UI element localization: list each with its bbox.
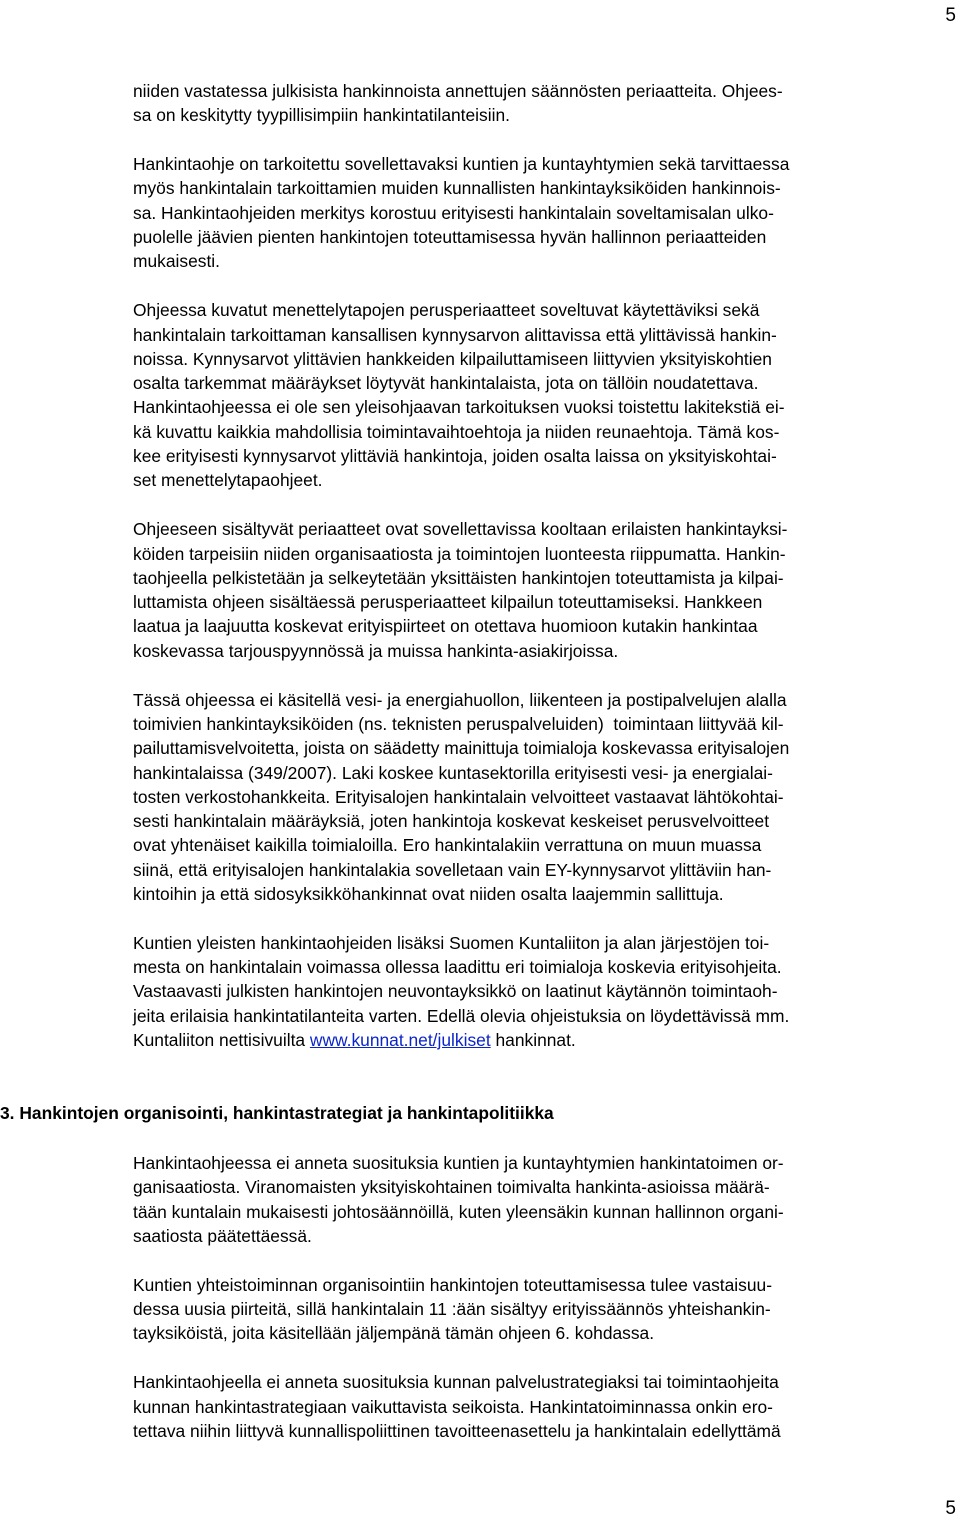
text-line: Hankintaohjeessa ei anneta suosituksia kuntien ja kuntayhtymien hankintatoimen or- xyxy=(133,1153,784,1173)
text-line: saatiosta päätettäessä. xyxy=(133,1225,312,1246)
text-line: kä kuvattu kaikkia mahdollisia toimintavaihtoehtoja ja niiden reunaehtoja. Tämä kos- xyxy=(133,421,780,442)
text-line: pailuttamisvelvoitetta, joista on säädetty mainittuja toimialoja koskevassa erityisalojen xyxy=(133,738,790,759)
text-line: taohjeella pelkistetään ja selkeytetään yksittäisten hankintojen toteuttamista ja kilpai- xyxy=(133,567,784,588)
page-number-top: 5 xyxy=(945,5,956,26)
text-line: luttamista ohjeen sisältäessä perusperiaatteet kilpailun toteuttamiseksi. Hankkeen xyxy=(133,592,763,613)
text-line: hankintalain tarkoittaman kansallisen kynnysarvon alittavissa että ylittävissä hankin- xyxy=(133,324,777,345)
text-line: kintoihin ja että sidosyksikköhankinnat ovat niiden osalta laajemmin sallittuja. xyxy=(133,883,724,904)
text-line: mukaisesti. xyxy=(133,251,220,272)
text-line: mesta on hankintalain voimassa ollessa laadittu eri toimialoja koskevia erityisohjeita. xyxy=(133,957,782,978)
text-line: ovat yhtenäiset kaikilla toimialoilla. Ero hankintalakiin verrattuna on muun muassa xyxy=(133,835,762,856)
text-line: dessa uusia piirteitä, sillä hankintalain 11 :ään sisältyy erityissäännös yhteishankin- xyxy=(133,1299,771,1320)
text-line: hankintalaissa (349/2007). Laki koskee kuntasektorilla erityisesti vesi- ja energialai- xyxy=(133,762,773,783)
text-line: Hankintaohjeella ei anneta suosituksia kunnan palvelustrategiaksi tai toimintaohjeita xyxy=(133,1372,779,1393)
text-line: niiden vastatessa julkisista hankinnoista annettujen säännösten periaatteita. Ohjees- xyxy=(133,81,783,101)
text-line: ganisaatiosta. Viranomaisten yksityiskohtainen toimivalta hankinta-asioissa määrä- xyxy=(133,1177,770,1198)
text-line: sa. Hankintaohjeiden merkitys korostuu erityisesti hankintalain soveltamisalan ulko- xyxy=(133,202,774,223)
paragraph-4 xyxy=(133,517,960,663)
text-line: Ohjeeseen sisältyvät periaatteet ovat sovellettavissa kooltaan erilaisten hankintayksi- xyxy=(133,519,788,540)
text-line: tettava niihin liittyvä kunnallispoliittinen tavoitteenasettelu ja hankintalain edellyttämä xyxy=(133,1420,781,1441)
text-line-with-link xyxy=(133,1028,960,1052)
text-line: toimivien hankintayksiköiden (ns. teknisten peruspalveluiden) toimintaan liittyvää kil- xyxy=(133,713,784,734)
text-line: Vastaavasti julkisten hankintojen neuvontayksikkö on laatinut käytännön toimintaoh- xyxy=(133,981,778,1002)
text-span: hankinnat. xyxy=(490,1030,576,1051)
paragraph-1 xyxy=(133,79,960,128)
text-line: laatua ja laajuutta koskevat erityispiirteet on otettava huomioon kutakin hankintaa xyxy=(133,616,758,637)
paragraph-3 xyxy=(133,298,960,492)
paragraph-2 xyxy=(133,152,960,273)
text-line: sesti hankintalain määräyksiä, joten hankintoja koskevat keskeiset perusvelvoitteet xyxy=(133,811,770,832)
paragraph-5 xyxy=(133,688,960,907)
text-line: myös hankintalain tarkoittamien muiden kunnallisten hankintayksiköiden hankinnois- xyxy=(133,178,781,199)
text-line: Ohjeessa kuvatut menettelytapojen perusperiaatteet soveltuvat käytettäviksi sekä xyxy=(133,300,760,321)
text-line: jeita erilaisia hankintatilanteita varten. Edellä olevia ohjeistuksia on löydettävissä mm. xyxy=(133,1005,790,1026)
text-line: köiden tarpeisiin niiden organisaatiosta ja toimintojen luonteesta riippumatta. Hankin- xyxy=(133,543,786,564)
text-line: siinä, että erityisalojen hankintalakia sovelletaan vain EY-kynnysarvot ylittäviin han- xyxy=(133,859,772,880)
text-line: tosten verkostohankkeita. Erityisalojen hankintalain velvoitteet vastaavat lähtökohtai- xyxy=(133,786,784,807)
text-line: Kuntien yleisten hankintaohjeiden lisäksi Suomen Kuntaliiton ja alan järjestöjen toi- xyxy=(133,932,770,953)
paragraph-7 xyxy=(133,1151,960,1248)
text-line: Kuntien yhteistoiminnan organisointiin hankintojen toteuttamisessa tulee vastaisuu- xyxy=(133,1274,773,1295)
text-line: puolelle jäävien pienten hankintojen toteuttamisessa hyvän hallinnon periaatteiden xyxy=(133,227,767,248)
text-span: Kuntaliiton nettisivuilta xyxy=(133,1030,310,1051)
page-number-bottom: 5 xyxy=(945,1498,956,1519)
text-line: kee erityisesti kynnysarvot ylittäviä hankintoja, joiden osalta laissa on yksityiskohtai- xyxy=(133,446,777,467)
text-line: Tässä ohjeessa ei käsitellä vesi- ja energiahuollon, liikenteen ja postipalvelujen alalla xyxy=(133,689,787,710)
text-line: set menettelytapaohjeet. xyxy=(133,470,323,491)
text-line: noissa. Kynnysarvot ylittävien hankkeiden kilpailuttamiseen liittyvien yksityiskohtien xyxy=(133,348,772,369)
document-body xyxy=(133,79,960,1052)
paragraph-6 xyxy=(133,931,960,1052)
kunnat-net-link[interactable]: www.kunnat.net/julkiset xyxy=(309,1030,491,1051)
text-line: Hankintaohje on tarkoitettu sovellettavaksi kuntien ja kuntayhtymien sekä tarvittaessa xyxy=(133,154,790,175)
text-line: koskevassa tarjouspyynnössä ja muissa hankinta-asiakirjoissa. xyxy=(133,640,619,661)
text-line: osalta tarkemmat määräykset löytyvät hankintalaista, jota on tällöin noudatettava. xyxy=(133,373,759,394)
text-line: sa on keskitytty tyypillisimpiin hankintatilanteisiin. xyxy=(133,105,510,126)
text-line: tään kuntalain mukaisesti johtosäännöillä, kuten yleensäkin kunnan hallinnon organi- xyxy=(133,1201,784,1222)
paragraph-9 xyxy=(133,1370,960,1443)
section-heading: 3. Hankintojen organisointi, hankintastrategiat ja hankintapolitiikka xyxy=(0,1103,554,1123)
text-line: tayksiköistä, joita käsitellään jäljempänä tämän ohjeen 6. kohdassa. xyxy=(133,1323,655,1344)
text-line: Hankintaohjeessa ei ole sen yleisohjaavan tarkoituksen vuoksi toistettu lakitekstiä ei- xyxy=(133,397,785,418)
paragraph-8 xyxy=(133,1273,960,1346)
document-body-section-3 xyxy=(133,1151,960,1443)
text-line: kunnan hankintastrategiaan vaikuttavista seikoista. Hankintatoiminnassa onkin ero- xyxy=(133,1396,773,1417)
